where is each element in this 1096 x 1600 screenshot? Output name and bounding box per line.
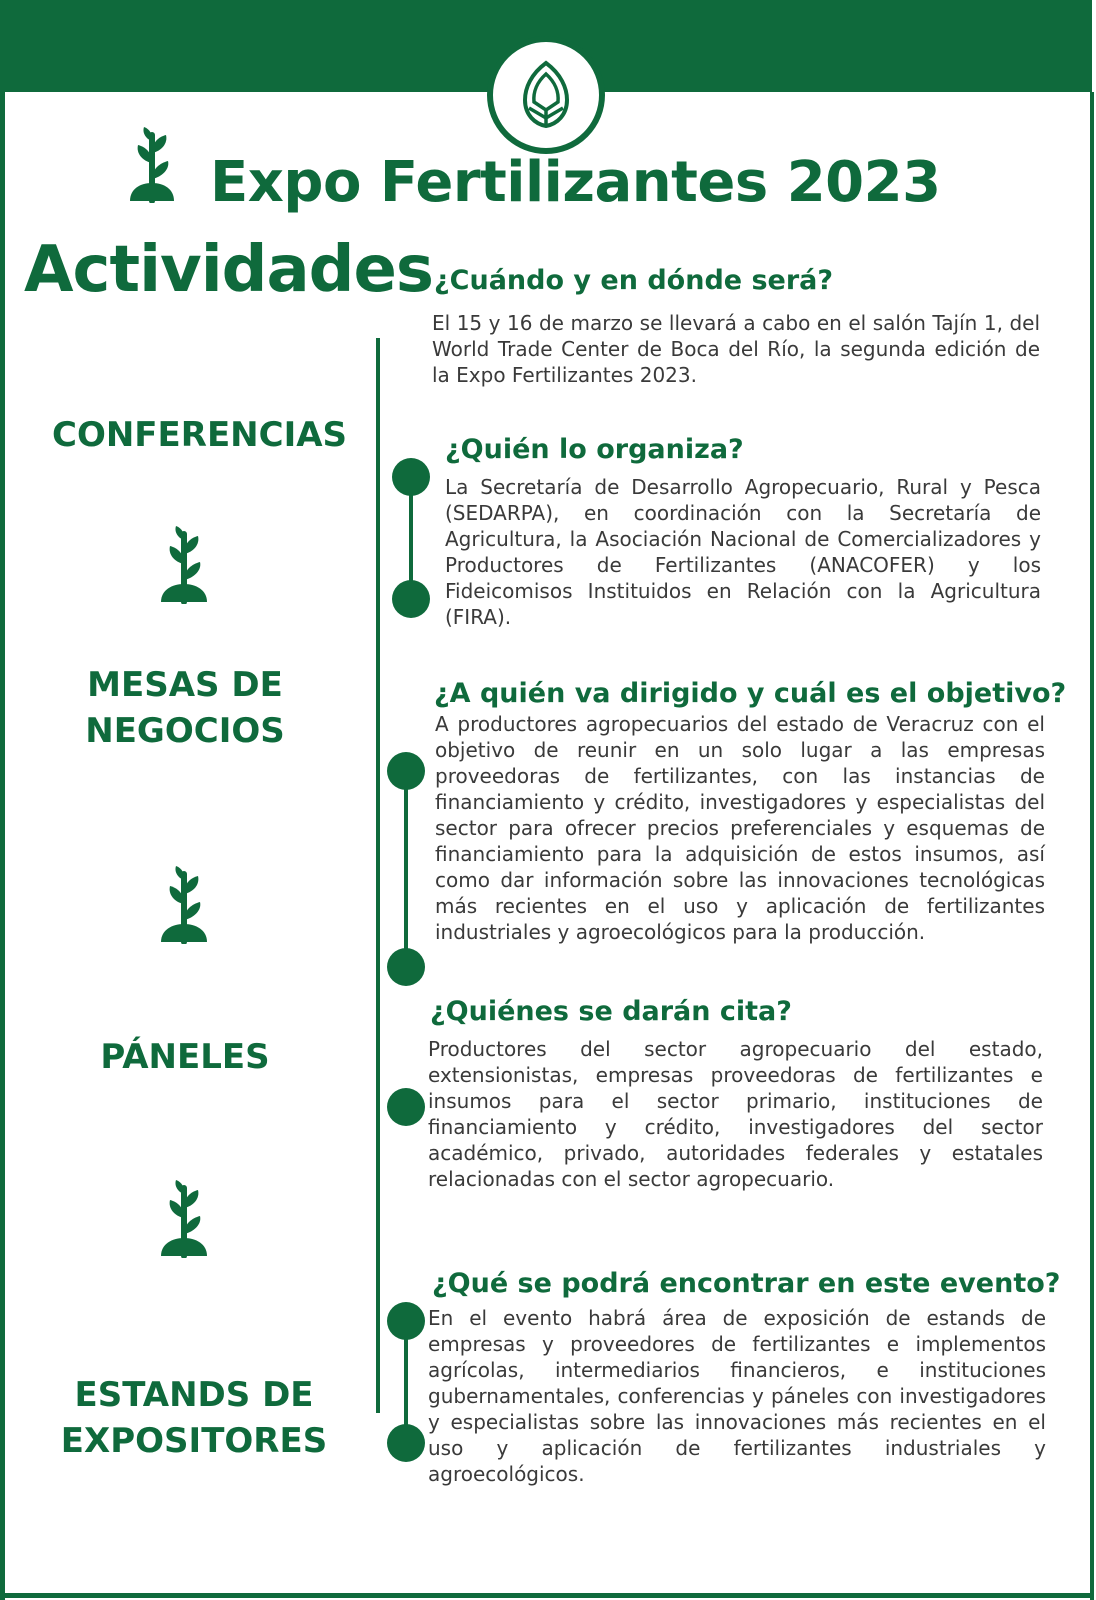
frame-border-right [1090,92,1094,1600]
frame-border-bottom [0,1593,1094,1598]
timeline-dot [387,752,425,790]
section-question: ¿Cuándo y en dónde será? [434,265,834,296]
timeline-dot [387,1302,425,1340]
section-question: ¿Quiénes se darán cita? [430,996,792,1027]
section-answer: En el evento habrá área de exposición de estands de empresas y proveedores de fertilizantes e implementos agrícolas, intermediarios financieros, e instituciones gubernamentales, conferencias y páneles con investigadores y especialistas sobre las innovaciones más recientes en el uso y aplicación de fertilizantes industriales y agroecológicos. [428,1306,1046,1486]
section-question: ¿A quién va dirigido y cuál es el objetivo? [434,678,1067,709]
timeline-dot [387,948,425,986]
activity-conferencias: CONFERENCIAS [52,415,348,455]
section-answer: La Secretaría de Desarrollo Agropecuario, Rural y Pesca (SEDARPA), en coordinación con la Secretaría de Agricultura, la Asociación Nacional de Comercializadores y Productores de Fertilizantes (ANACOFER) y los Fideicomisos Instituidos en Relación con la Agricultura (FIRA). [445,475,1041,629]
activities-heading: Actividades [24,233,433,307]
sprout-icon [160,862,210,948]
timeline-dot [387,1088,425,1126]
section-answer: Productores del sector agropecuario del estado, extensionistas, empresas proveedoras de fertilizantes e insumos para el sector primario, instituciones de financiamiento y crédito, investigadores del sector académico, privado, autoridades federales y estatales relacionadas con el sector agropecuario. [428,1037,1043,1191]
timeline-dot [392,580,430,618]
sprout-icon [128,123,178,207]
timeline-dot [392,458,430,496]
page-title: Expo Fertilizantes 2023 [210,150,941,215]
activity-mesas-de-negocios: MESAS DE NEGOCIOS [85,665,285,751]
activity-estands-de-expositores: ESTANDS DE EXPOSITORES [60,1375,328,1461]
section-answer: A productores agropecuarios del estado de Veracruz con el objetivo de reunir en un solo lugar a las empresas proveedoras de fertilizantes, con las instancias de financiamiento y crédito, investigadores y especialistas del sector para ofrecer precios preferenciales y esquemas de financiamiento para la adquisición de estos insumos, así como dar información sobre las innovaciones tecnológicas más recientes en el uso y aplicación de fertilizantes industriales y agroecológicos para la producción. [435,712,1045,944]
sprout-icon [160,1176,210,1262]
section-answer: El 15 y 16 de marzo se llevará a cabo en el salón Tajín 1, del World Trade Center de Boca del Río, la segunda edición de la Expo Fertilizantes 2023. [432,311,1040,387]
timeline-dot [387,1424,425,1462]
activity-paneles: PÁNELES [100,1037,270,1077]
frame-border-left [0,92,5,1600]
timeline-divider [376,338,380,1413]
sprout-icon [160,522,210,608]
section-question: ¿Qué se podrá encontrar en este evento? [432,1268,1061,1299]
section-question: ¿Quién lo organiza? [445,434,744,465]
leaf-logo-icon [487,36,605,154]
